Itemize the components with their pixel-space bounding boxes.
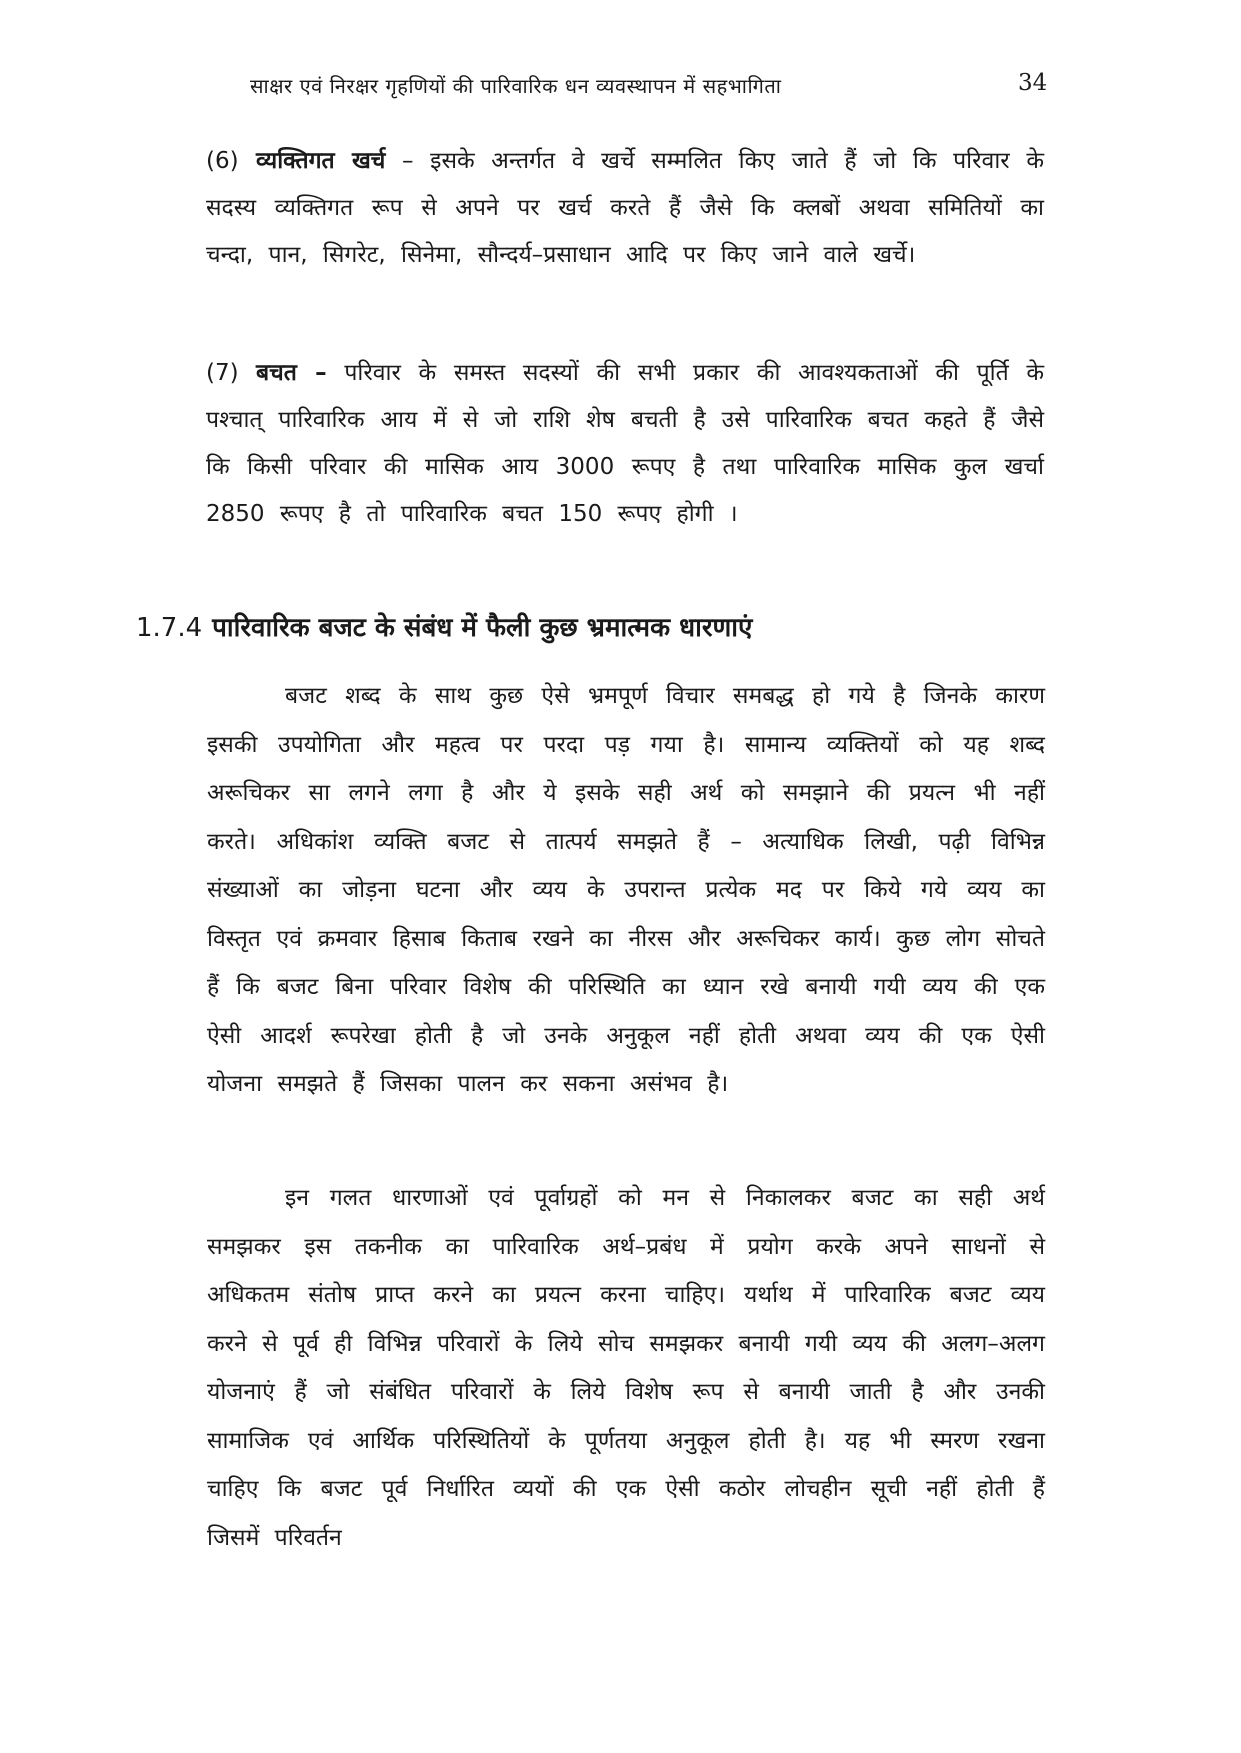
list-item-savings <box>206 350 1044 538</box>
list-item-marker: (7) <box>206 360 239 386</box>
section-title: पारिवारिक बजट के संबंध में फैली कुछ भ्रमात्मक धारणाएं <box>212 613 753 643</box>
section-heading <box>136 608 752 644</box>
list-item-text: – इसके अन्तर्गत वे खर्चे सम्मलित किए जाते हैं जो कि परिवार के सदस्य व्यक्तिगत रूप से अपने पर खर्च करते हैं जैसे कि क्लबों अथवा समितियों का चन्दा, पान, सिगरेट, सिनेमा, सौन्दर्य–प्रसाधान आदि पर किए जाने वाले खर्चे। <box>206 148 1044 268</box>
running-header-title: साक्षर एवं निरक्षर गृहणियों की पारिवारिक धन व्यवस्थापन में सहभागिता <box>250 74 782 98</box>
page-number: 34 <box>1018 70 1048 96</box>
list-item-marker: (6) <box>206 148 239 174</box>
list-item-personal-expenses <box>206 138 1044 279</box>
section-number: 1.7.4 <box>136 613 203 643</box>
body-paragraph: बजट शब्द के साथ कुछ ऐसे भ्रमपूर्ण विचार समबद्ध हो गये है जिनके कारण इसकी उपयोगिता और महत्व पर परदा पड़ गया है। सामान्य व्यक्तियों को यह शब्द अरूचिकर सा लगने लगा है और ये इसके सही अर्थ को समझाने की प्रयत्न भी नहीं करते। अधिकांश व्यक्ति बजट से तात्पर्य समझते हैं – अत्याधिक लिखी, पढ़ी विभिन्न संख्याओं का जोड़ना घटना और व्यय के उपरान्त प्रत्येक मद पर किये गये व्यय का विस्तृत एवं क्रमवार हिसाब किताब रखने का नीरस और अरूचिकर कार्य। कुछ लोग सोचते हैं कि बजट बिना परिवार विशेष की परिस्थिति का ध्यान रखे बनायी गयी व्यय की एक ऐसी आदर्श रूपरेखा होती है जो उनके अनुकूल नहीं होती अथवा व्यय की एक ऐसी योजना समझते हैं जिसका पालन कर सकना असंभव है। <box>207 683 1045 1097</box>
body-paragraph: इन गलत धारणाओं एवं पूर्वाग्रहों को मन से निकालकर बजट का सही अर्थ समझकर इस तकनीक का पारिवारिक अर्थ–प्रबंध में प्रयोग करके अपने साधनों से अधिकतम संतोष प्राप्त करने का प्रयत्न करना चाहिए। यर्थाथ में पारिवारिक बजट व्यय करने से पूर्व ही विभिन्न परिवारों के लिये सोच समझकर बनायी गयी व्यय की अलग–अलग योजनाएं हैं जो संबंधित परिवारों के लिये विशेष रूप से बनायी जाती है और उनकी सामाजिक एवं आर्थिक परिस्थितियों के पूर्णतया अनुकूल होती है। यह भी स्मरण रखना चाहिए कि बजट पूर्व निर्धारित व्ययों की एक ऐसी कठोर लोचहीन सूची नहीं होती हैं जिसमें परिवर्तन <box>207 1185 1045 1551</box>
list-item-term: बचत – <box>256 360 327 386</box>
list-item-term: व्यक्तिगत खर्च <box>256 148 386 174</box>
list-item-text: परिवार के समस्त सदस्यों की सभी प्रकार की आवश्यकताओं की पूर्ति के पश्चात् पारिवारिक आय में से जो राशि शेष बचती है उसे पारिवारिक बचत कहते हैं जैसे कि किसी परिवार की मासिक आय 3000 रूपए है तथा पारिवारिक मासिक कुल खर्चा 2850 रूपए है तो पारिवारिक बचत 150 रूपए होगी । <box>206 360 1045 527</box>
